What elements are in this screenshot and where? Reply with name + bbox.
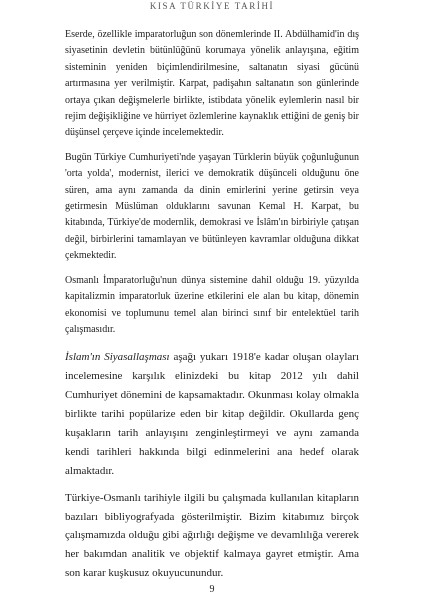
paragraph-4 <box>65 348 359 480</box>
paragraph-4-text: aşağı yukarı 1918'e kadar oluşan olayları incelemesine karşılık elinizdeki bu kitap 2012 yılı dahil Cumhuriyet dönemini de kapsamaktadır. Okunması kolay olmakla birlikte tarihi popülarize eden bir kitap değildir. Okullarda genç kuşakların tarih anlayışını zenginleştirmeyi ve aynı zamanda kendi tarihleri hakkında bilgi edinmelerini ana hedef olarak almaktadır. <box>65 351 360 477</box>
page-number: 9 <box>209 584 215 595</box>
page-body <box>65 27 359 583</box>
running-header: KISA TÜRKİYE TARİHİ <box>149 1 275 11</box>
paragraph-5: Türkiye-Osmanlı tarihiyle ilgili bu çalışmada kullanılan kitapların bazıları bibliyografyada gösterilmiştir. Bizim kitabımız birçok çalışmamızda olduğu gibi ağırlığı değişme ve devamlılığa vererek her bakımdan analitik ve objektif kalmaya gayret etmiştir. Ama son karar kuşkusuz okuyucunundur. <box>65 491 359 580</box>
paragraph-2: Bugün Türkiye Cumhuriyeti'nde yaşayan Türklerin büyük çoğunluğunun 'orta yolda', modernist, ilerici ve demokratik düşünceli olduğunu öne süren, ama aynı zamanda da dinin emirlerini yerine getirsin veya getirmesin Müslüman olduklarını savunan Kemal H. Karpat, bu kitabında, Türkiye'de modernlik, demokrasi ve İslâm'ın birbiriyle çatışan değil, birbirlerini tamamlayan ve bütünleyen kavramlar olduğuna dikkat çekmektedir. <box>65 151 359 262</box>
paragraph-1: Eserde, özellikle imparatorluğun son dönemlerinde II. Abdülhamid'in dış siyasetinin devletin bütünlüğünü korumaya yönelik anlayışına, eğitim sisteminin yeniden biçimlendirilmesine, saltanatın siyasi gücünü artırmasına yer verilmiştir. Karpat, padişahın saltanatın son günlerinde ortaya çıkan değişmelerle birlikte, istibdata yönelik eylemlerin nasıl bir rejim değişikliğine ve hürriyet özlemlerine kaynaklık ettiğini de geniş bir düşünsel çerçeve içinde incelemektedir. <box>65 29 359 139</box>
paragraph-3: Osmanlı İmparatorluğu'nun dünya sistemine dahil olduğu 19. yüzyılda kapitalizmin imparatorluk üzerine etkilerini ele alan bu kitap, dönemin ekonomisi ve toplumunu temel alan birinci sınıf bir entelektüel tarih çalışmasıdır. <box>65 274 359 335</box>
book-title: İslam'ın Siyasallaşması <box>65 351 170 364</box>
